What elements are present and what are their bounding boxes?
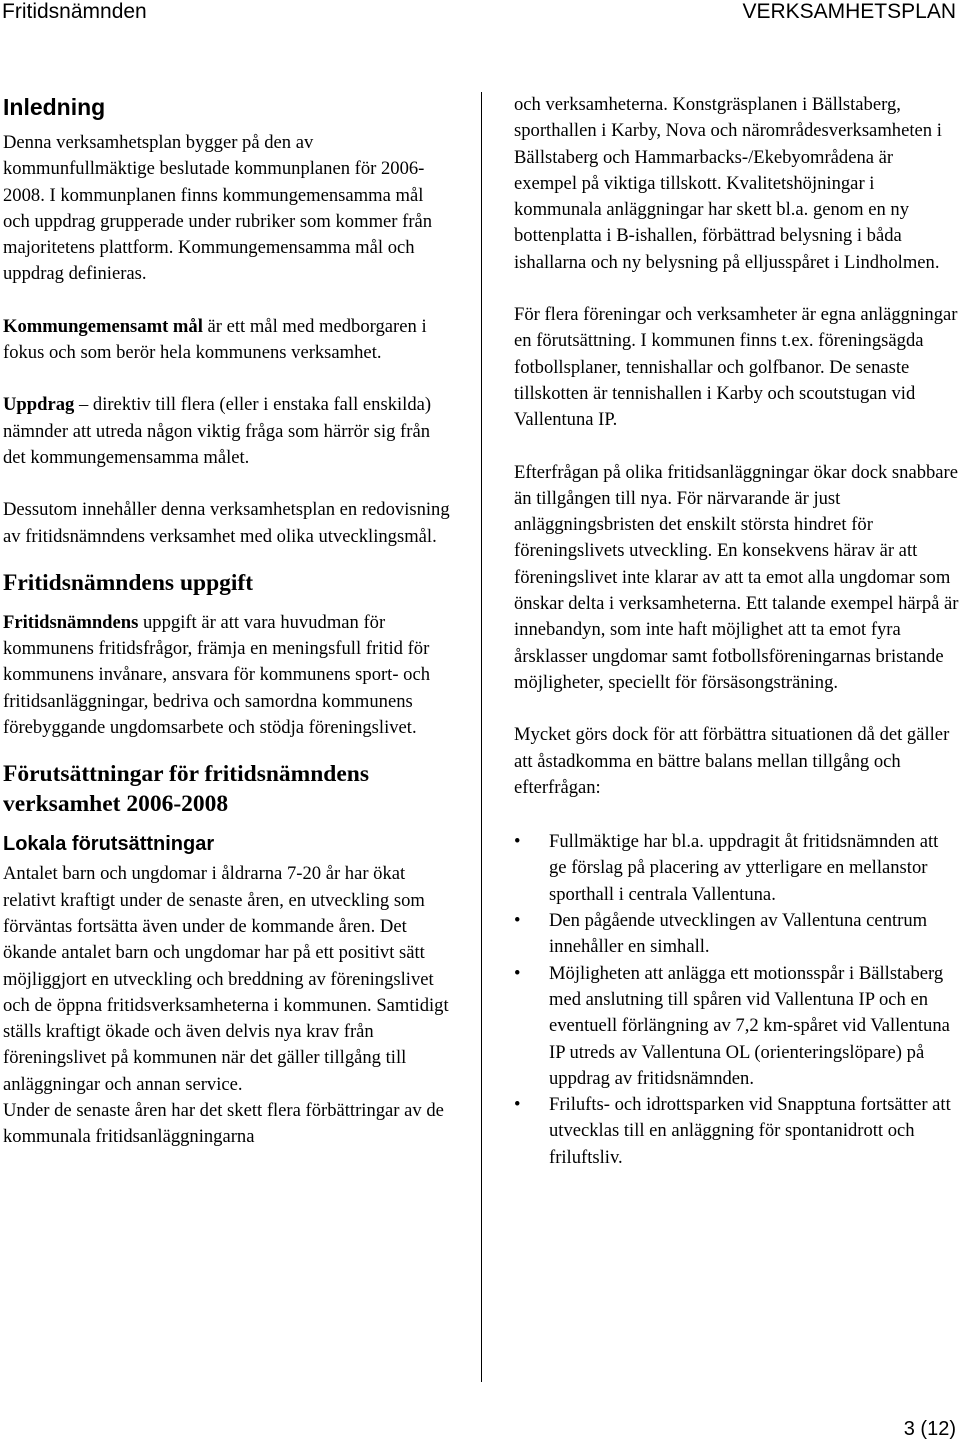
list-item-text: Den pågående utvecklingen av Vallentuna centrum innehåller en simhall. bbox=[549, 910, 928, 958]
demand-paragraph: Efterfrågan på olika fritidsanläggningar ökar dock snabbare än tillgången till nya. För närvarande är just anläggningsbristen det enskilt största hindret för föreningslivets utveckling. En konsekvens härav är att föreningslivet inte klarar av att ta emot alla ungdomar som önskar delta i verksamheterna. Ett talande exempel härpå är innebandyn, som inte haft möjlighet att ta emot fyra årsklasser ungdomar samt fotbollsföreningarnas bristande möjligheter, speciellt för försäsongsträning. bbox=[514, 461, 959, 693]
list-item bbox=[514, 1092, 960, 1171]
task-paragraph bbox=[3, 610, 451, 741]
balance-paragraph: Mycket görs dock för att förbättra situationen då det gäller att åstadkomma en bättre balans mellan tillgång och efterfrågan: bbox=[514, 724, 950, 798]
header-organization: Fritidsnämnden bbox=[2, 0, 147, 23]
intro-heading: Inledning bbox=[3, 94, 106, 120]
task-heading: Fritidsnämndens uppgift bbox=[3, 569, 254, 596]
list-item bbox=[514, 829, 960, 908]
local-conditions-paragraph: Antalet barn och ungdomar i åldrarna 7-20 år har ökat relativt kraftigt under de senaste åren, en utveckling som förväntas fortsätta även under de kommande åren. Det ökande antalet barn och ungdomar har på ett positivt sätt möjliggjort en utveckling och breddning av föreningslivet och de öppna fritidsverksamheterna i kommunen. Samtidigt ställs kraftigt ökade och även delvis nya krav från föreningslivet på kommunen när det gäller tillgång till anläggningar och annan service. bbox=[3, 863, 449, 1095]
list-item-text: Möjligheten att anlägga ett motionsspår i Bällstaberg med anslutning till spåren vid Vallentuna IP och en eventuell förlängning av 7,2 km-spåret vid Vallentuna IP utreds av Vallentuna OL (orienteringslöpare) på uppdrag av fritidsnämnden. bbox=[549, 962, 950, 1089]
header-document-type: VERKSAMHETSPLAN bbox=[742, 0, 956, 23]
intro-closing-paragraph: Dessutom innehåller denna verksamhetsplan en redovisning av fritidsnämndens verksamhet med olika utvecklingsmål. bbox=[3, 499, 450, 547]
list-item bbox=[514, 961, 960, 1092]
page-number: 3 (12) bbox=[903, 1418, 956, 1440]
bullet-icon: • bbox=[514, 962, 521, 984]
definition-assignment bbox=[3, 392, 451, 471]
task-term: Fritidsnämndens bbox=[3, 611, 139, 633]
local-conditions-heading: Lokala förutsättningar bbox=[3, 833, 215, 856]
list-item-text: Frilufts- och idrottsparken vid Snapptuna fortsätter att utvecklas till en anläggning för spontanidrott och friluftsliv. bbox=[549, 1094, 951, 1168]
measures-list bbox=[514, 829, 960, 1171]
left-column bbox=[3, 92, 451, 1151]
task-text: uppgift är att vara huvudman för kommunens fritidsfrågor, främja en meningsfull fritid för kommunens invånare, ansvara för kommunens sport- och fritidsanläggningar, bedriva och samordna kommunens förebyggande ungdomsarbete och stödja föreningslivet. bbox=[3, 611, 431, 739]
improvements-paragraph-end: och verksamheterna. Konstgräsplanen i Bällstaberg, sporthallen i Karby, Nova och närområdesverksamheten i Bällstaberg och Hammarbacks-/Ekebyområdena är exempel på viktiga tillskott. Kvalitetshöjningar i kommunala anläggningar har skett bl.a. genom en ny bottenplatta i B-ishallen, förbättrad belysning i båda ishallarna och ny belysning på elljusspåret i Lindholmen. bbox=[514, 94, 942, 273]
own-facilities-paragraph: För flera föreningar och verksamheter är egna anläggningar en förutsättning. I kommunen finns t.ex. föreningsägda fotbollsplaner, tennishallar och golfbanor. De senaste tillskotten är tennishallen i Karby och scoutstugan vid Vallentuna IP. bbox=[514, 304, 958, 431]
intro-paragraph: Denna verksamhetsplan bygger på den av kommunfullmäktige beslutade kommunplanen för 2006-2008. I kommunplanen finns kommungemensamma mål och uppdrag grupperade under rubriker som kommer från majoritetens plattform. Kommungemensamma mål och uppdrag definieras. bbox=[3, 132, 433, 285]
definition-goal-term: Kommungemensamt mål bbox=[3, 315, 203, 337]
definition-goal bbox=[3, 314, 451, 367]
bullet-icon: • bbox=[514, 1094, 521, 1116]
definition-goal-text: är ett mål med medborgaren i fokus och som berör hela kommunens verksamhet. bbox=[3, 315, 427, 364]
right-column bbox=[514, 92, 960, 1171]
conditions-heading: Förutsättningar för fritidsnämndens verksamhet 2006-2008 bbox=[3, 761, 370, 818]
definition-assignment-text: – direktiv till flera (eller i enstaka fall enskilda) nämnder att utreda någon viktig fråga som härrör sig från det kommungemensamma målet. bbox=[3, 394, 432, 468]
page-header bbox=[0, 0, 960, 24]
list-item-text: Fullmäktige har bl.a. uppdragit åt fritidsnämnden att ge förslag på placering av ytterligare en mellanstor sporthall i centrala Vallentuna. bbox=[549, 831, 939, 905]
bullet-icon: • bbox=[514, 831, 521, 853]
list-item bbox=[514, 908, 960, 961]
bullet-icon: • bbox=[514, 910, 521, 932]
definition-assignment-term: Uppdrag bbox=[3, 394, 75, 416]
column-divider bbox=[481, 92, 482, 1382]
improvements-paragraph-start: Under de senaste åren har det skett flera förbättringar av de kommunala fritidsanläggningarna bbox=[3, 1100, 444, 1148]
